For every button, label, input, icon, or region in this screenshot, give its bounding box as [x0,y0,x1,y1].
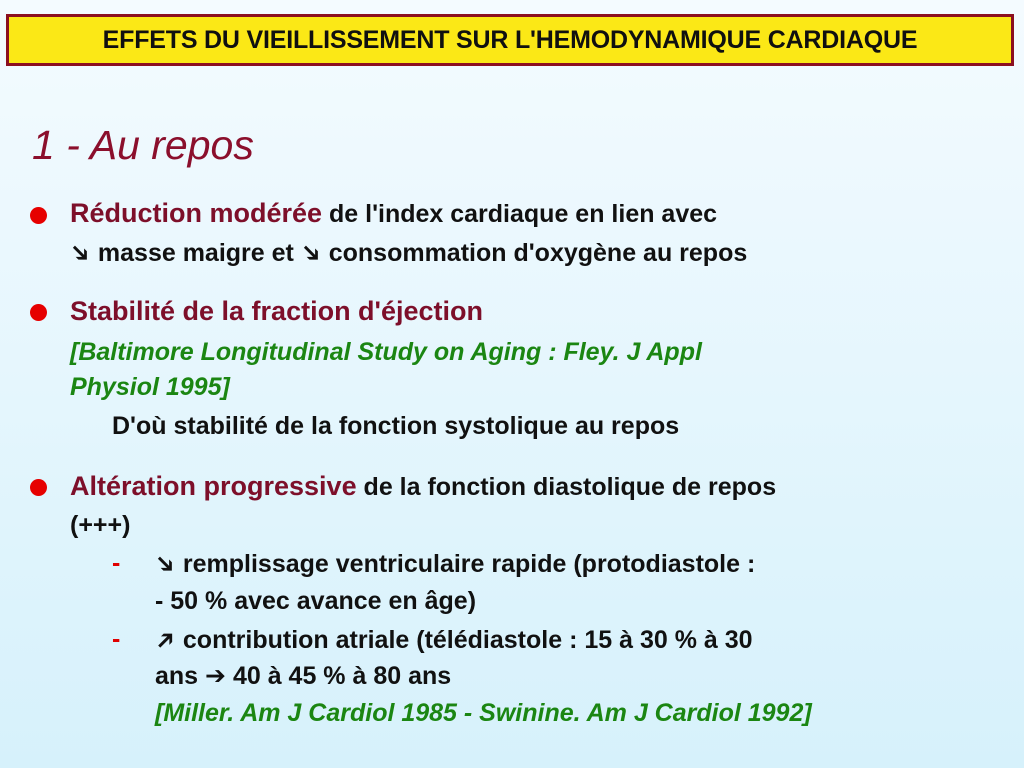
bullet3-rest: de la fonction diastolique de repos [363,473,777,501]
sub2-line1-text: contribution atriale (télédiastole : 15 à 30 % à 30 [182,626,753,654]
bullet3-highlight: Altération progressive [70,471,357,501]
bullet-dot [30,479,47,496]
bullet3-line1 [70,471,776,502]
bullet3-ref: [Miller. Am J Cardiol 1985 - Swinine. Am J Cardiol 1992] [155,699,812,727]
arrow-down-icon: ➔ [63,235,98,271]
sub2-line1 [148,622,753,658]
bullet1-line2 [63,235,748,271]
bullet2-consequence: D'où stabilité de la fonction systolique au repos [112,412,680,440]
bullet1-line2a: masse maigre et [97,239,294,267]
bullet1-line1 [70,198,717,229]
bullet-dot [30,207,47,224]
bullet1-line2b: consommation d'oxygène au repos [328,239,748,267]
sub2-line2 [155,661,451,691]
arrow-right-icon: ➔ [205,662,226,690]
sub1-line1-text: remplissage ventriculaire rapide (protodiastole : [182,550,756,578]
dash-marker: - [112,625,121,653]
slide-title-box [6,14,1014,66]
arrow-down-icon: ➔ [293,235,329,271]
sub2-line2b: 40 à 45 % à 80 ans [232,662,452,690]
sub2-line2a: ans [155,662,199,690]
bullet2-ref-line1: [Baltimore Longitudinal Study on Aging : Fley. J Appl [70,338,702,366]
bullet3-line2: (+++) [70,511,131,539]
bullet2-ref-line2: Physiol 1995] [70,373,230,401]
sub1-line2: - 50 % avec avance en âge) [155,587,477,615]
bullet1-highlight: Réduction modérée [70,198,323,228]
dash-marker: - [112,549,121,577]
bullet2-highlight: Stabilité de la fraction d'éjection [70,296,484,326]
bullet-dot [30,304,47,321]
arrow-down-icon: ➔ [148,546,183,582]
slide-title: EFFETS DU VIEILLISSEMENT SUR L'HEMODYNAMIQUE CARDIAQUE [102,25,918,54]
bullet1-rest: de l'index cardiaque en lien avec [329,200,718,228]
sub1-line1 [148,546,756,582]
section-heading: 1 - Au repos [32,122,254,168]
arrow-up-icon: ➔ [148,622,183,658]
